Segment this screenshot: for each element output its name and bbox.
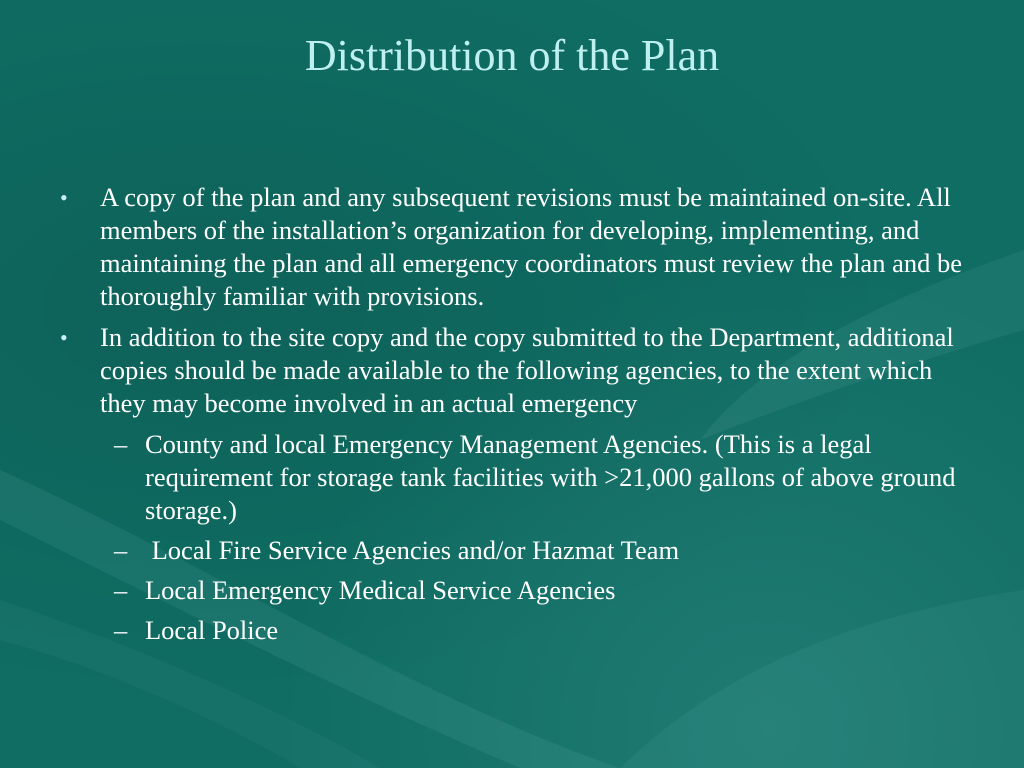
sub-bullet-text: Local Fire Service Agencies and/or Hazmat Team [145, 535, 680, 565]
bullet-text: In addition to the site copy and the copy submitted to the Department, additional copies should be made available to the following agencies, to the extent which they may become involved in an actual emergency [100, 322, 954, 418]
sub-bullet-item [58, 428, 976, 527]
sub-bullet-marker: – [114, 429, 128, 459]
bullet-item [58, 181, 976, 313]
sub-bullet-marker: – [114, 615, 128, 645]
sub-bullet-item [58, 534, 976, 567]
sub-bullet-marker: – [114, 575, 128, 605]
slide-title: Distribution of the Plan [304, 31, 720, 80]
bullet-text: A copy of the plan and any subsequent revisions must be maintained on-site. All members of the installation’s organization for developing, implementing, and maintaining the plan and all emergency coordinators must review the plan and be thoroughly familiar with provisions. [100, 182, 962, 311]
sub-bullet-item [58, 614, 976, 647]
sub-bullet-text: County and local Emergency Management Agencies. (This is a legal requirement for storage tank facilities with >21,000 gallons of above ground storage.) [145, 429, 956, 525]
bullet-marker: • [60, 325, 68, 350]
bullet-item [58, 321, 976, 420]
bullet-marker: • [60, 185, 68, 210]
sub-bullet-text: Local Emergency Medical Service Agencies [145, 575, 616, 605]
slide-body [58, 181, 976, 654]
sub-bullet-item [58, 574, 976, 607]
sub-bullet-marker: – [114, 535, 128, 565]
sub-bullet-text: Local Police [145, 615, 279, 645]
